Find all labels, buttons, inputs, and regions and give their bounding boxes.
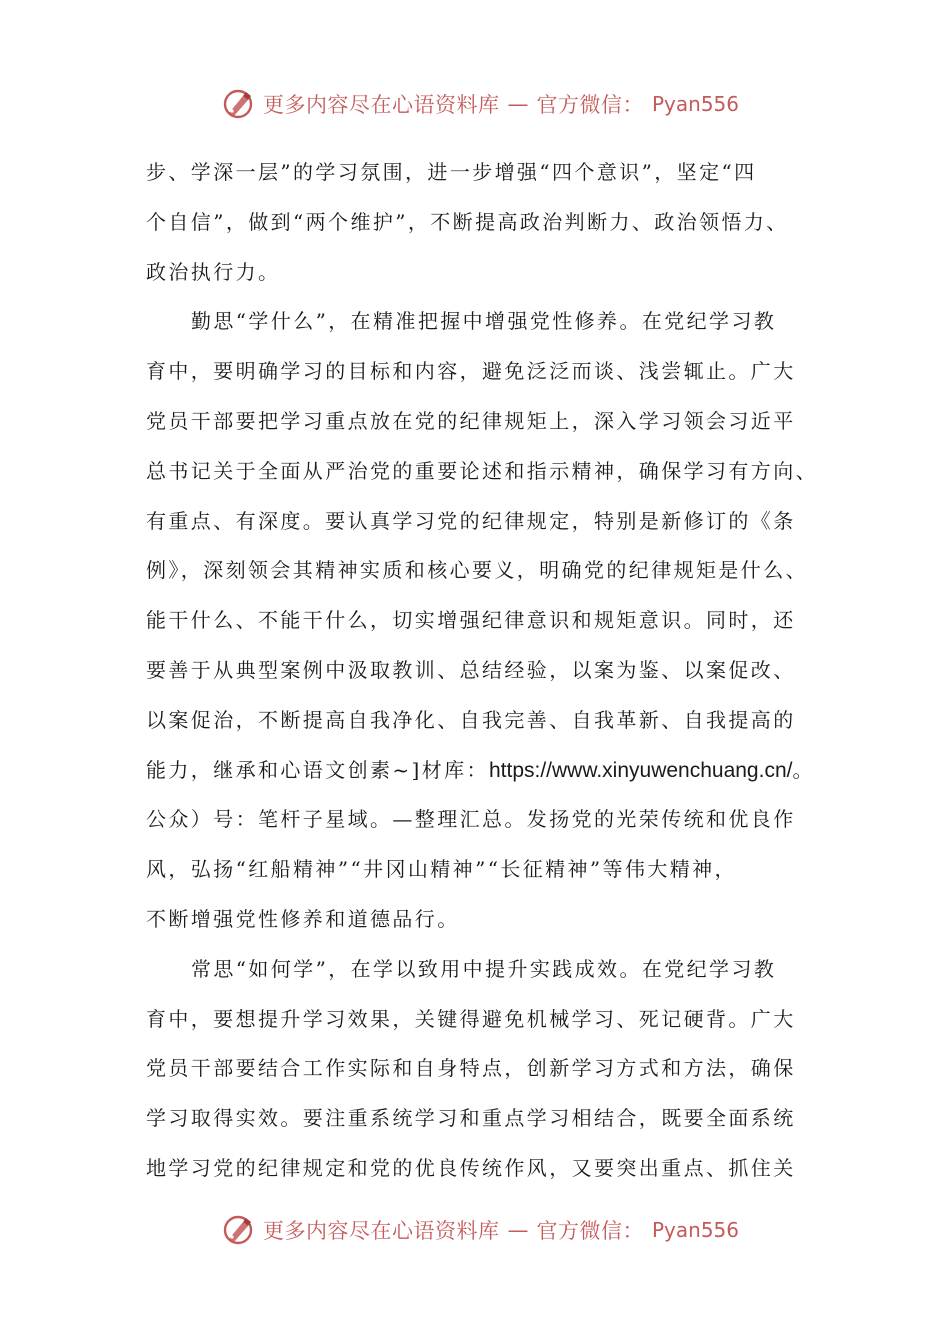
footer-wechat-id: Pyan556 <box>651 1218 739 1242</box>
text-line: 学习取得实效。要注重系统学习和重点学习相结合，既要全面系统 <box>146 1106 796 1131</box>
text-line: 不断增强党性修养和道德品行。 <box>146 906 460 931</box>
text-line: 风，弘扬“红船精神”“井冈山精神”“长征精神”等伟大精神， <box>146 857 737 882</box>
pen-nib-circle-icon <box>221 1213 255 1247</box>
text-line: 要善于从典型案例中汲取教训、总结经验，以案为鉴、以案促改、 <box>146 657 796 682</box>
text-line: 以案促治，不断提高自我净化、自我完善、自我革新、自我提高的 <box>146 707 796 732</box>
text-line: 常思“如何学”，在学以致用中提升实践成效。在党纪学习教 <box>191 956 777 981</box>
text-line: 有重点、有深度。要认真学习党的纪律规定，特别是新修订的《条 <box>146 508 796 533</box>
paragraph-3 <box>146 945 826 1194</box>
header-wechat-id: Pyan556 <box>651 92 739 116</box>
header-dash: — <box>507 92 529 116</box>
text-line: 党员干部要结合工作实际和自身特点，创新学习方式和方法，确保 <box>146 1056 796 1081</box>
text-line: 总书记关于全面从严治党的重要论述和指示精神，确保学习有方向、 <box>146 458 818 483</box>
header-banner-content <box>221 87 739 121</box>
header-banner <box>0 84 950 124</box>
text-line: 公众）号：笔杆子星域。—整理汇总。发扬党的光荣传统和优良作 <box>146 807 796 832</box>
paragraph-2 <box>146 297 826 944</box>
text-line: 地学习党的纪律规定和党的优良传统作风，又要突出重点、抓住关 <box>146 1155 796 1180</box>
text-line-with-url <box>146 746 826 796</box>
website-link[interactable]: https://www.xinyuwenchuang.cn/ <box>488 758 793 782</box>
text-line: 育中，要明确学习的目标和内容，避免泛泛而谈、浅尝辄止。广大 <box>146 359 796 384</box>
text-line: 政治执行力。 <box>146 259 281 284</box>
footer-slogan: 更多内容尽在心语资料库 <box>262 1219 500 1243</box>
text-line: 党员干部要把学习重点放在党的纪律规矩上，深入学习领会习近平 <box>146 408 796 433</box>
text-line: 能干什么、不能干什么，切实增强纪律意识和规矩意识。同时，还 <box>146 608 796 633</box>
url-prefix: 能力，继承和心语文创素~]材库： <box>146 757 489 782</box>
paragraph-1 <box>146 148 826 297</box>
text-line: 勤思“学什么”，在精准把握中增强党性修养。在党纪学习教 <box>191 309 777 334</box>
header-wechat-label: 官方微信： <box>536 93 644 117</box>
footer-banner <box>0 1210 950 1250</box>
url-suffix: 。 <box>792 757 815 782</box>
text-line: 育中，要想提升学习效果，关键得避免机械学习、死记硬背。广大 <box>146 1006 796 1031</box>
text-line: 步、学深一层”的学习氛围，进一步增强“四个意识”，坚定“四 <box>146 160 757 184</box>
footer-wechat-label: 官方微信： <box>536 1219 644 1243</box>
header-slogan: 更多内容尽在心语资料库 <box>262 93 500 117</box>
pen-nib-circle-icon <box>221 87 255 121</box>
footer-dash: — <box>507 1218 529 1242</box>
text-line: 个自信”，做到“两个维护”，不断提高政治判断力、政治领悟力、 <box>146 209 789 234</box>
document-body <box>146 148 826 1194</box>
footer-banner-content <box>221 1213 739 1247</box>
text-line: 例》，深刻领会其精神实质和核心要义，明确党的纪律规矩是什么、 <box>146 558 808 583</box>
